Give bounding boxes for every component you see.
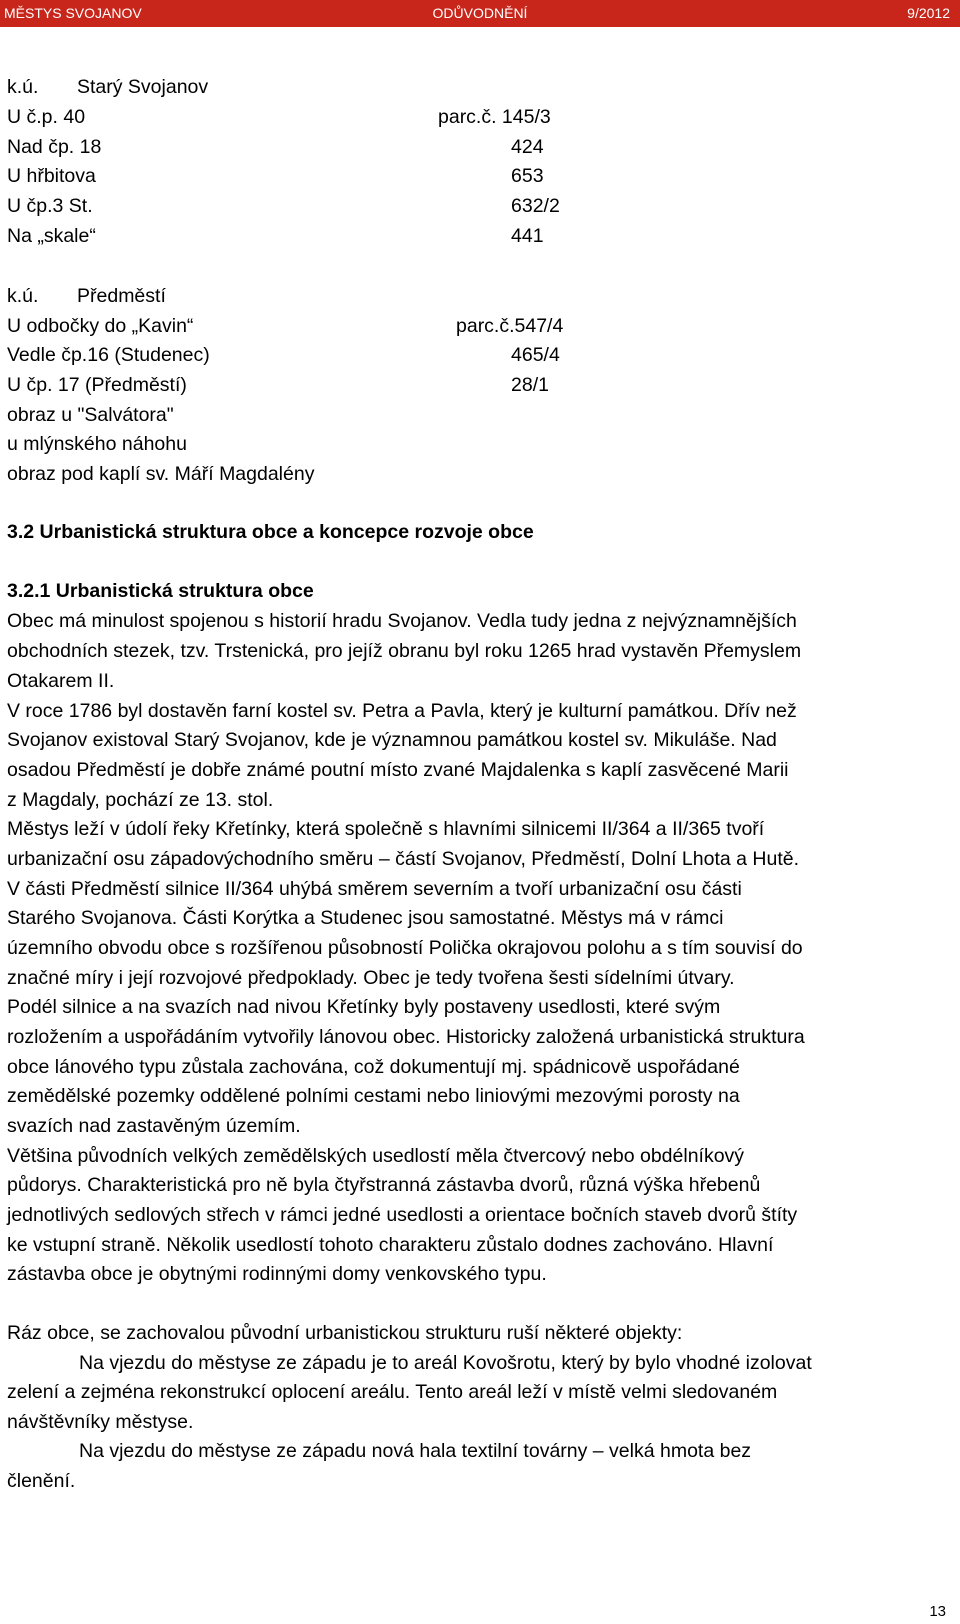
paragraph-line: Na vjezdu do městyse ze západu je to areál Kovošrotu, který by bylo vhodné izolovat — [79, 1352, 812, 1374]
paragraph-line: rozložením a uspořádáním vytvořily lánovou obec. Historicky založená urbanistická struktura — [7, 1026, 805, 1048]
paragraph-line: V roce 1786 byl dostavěn farní kostel sv. Petra a Pavla, který je kulturní památkou. Dřív než — [7, 700, 797, 722]
list-item-parcel: parc.č.547/4 — [456, 315, 564, 337]
list-item-name: U čp.3 St. — [7, 195, 93, 217]
list-item-name: Na „skale“ — [7, 225, 96, 247]
list-item-parcel: 424 — [511, 136, 544, 158]
list-item-parcel: parc.č. 145/3 — [438, 106, 551, 128]
paragraph-line: osadou Předměstí je dobře známé poutní místo zvané Majdalenka s kaplí zasvěcené Marii — [7, 759, 789, 781]
ku-name: Předměstí — [77, 285, 166, 307]
paragraph-line: půdorys. Charakteristická pro ně byla čtyřstranná zástavba dvorů, různá výška hřebenů — [7, 1174, 761, 1196]
paragraph-line: svazích nad zastavěným územím. — [7, 1115, 301, 1137]
list-item-name: U č.p. 40 — [7, 106, 86, 128]
paragraph-line: Ráz obce, se zachovalou původní urbanistickou strukturu ruší některé objekty: — [7, 1322, 683, 1344]
ku-name: Starý Svojanov — [77, 76, 209, 98]
paragraph-line: obchodních stezek, tzv. Trstenická, pro jejíž obranu byl roku 1265 hrad vystavěn Přemyslem — [7, 640, 802, 662]
list-item-parcel: 465/4 — [511, 344, 560, 366]
ku-label: k.ú. — [7, 285, 39, 307]
paragraph-line: z Magdaly, pochází ze 13. stol. — [7, 789, 274, 811]
paragraph-line: značné míry i její rozvojové předpoklady. Obec je tedy tvořena šesti sídelními útvary. — [7, 967, 735, 989]
list-item-parcel: 632/2 — [511, 195, 560, 217]
list-item-parcel: 653 — [511, 165, 544, 187]
list-item-parcel: 441 — [511, 225, 544, 247]
paragraph-line: jednotlivých sedlových střech v rámci jedné usedlosti a orientace bočních staveb dvorů štíty — [7, 1204, 798, 1226]
list-item-name: U hřbitova — [7, 165, 96, 187]
subsection-heading: 3.2.1 Urbanistická struktura obce — [7, 580, 314, 602]
paragraph-line: Obec má minulost spojenou s historií hradu Svojanov. Vedla tudy jedna z nejvýznamnějších — [7, 610, 797, 632]
paragraph-line: návštěvníky městyse. — [7, 1411, 194, 1433]
page-number: 13 — [929, 1603, 946, 1620]
paragraph-line: zástavba obce je obytnými rodinnými domy venkovského typu. — [7, 1263, 547, 1285]
header-date: 9/2012 — [907, 5, 950, 21]
paragraph-line: Podél silnice a na svazích nad nivou Křetínky byly postaveny usedlosti, které svým — [7, 996, 721, 1018]
paragraph-line: Městys leží v údolí řeky Křetínky, která společně s hlavními silnicemi II/364 a II/365 tvoří — [7, 818, 765, 840]
header-section: ODŮVODNĚNÍ — [432, 5, 528, 21]
list-item-name: Vedle čp.16 (Studenec) — [7, 344, 210, 366]
paragraph-line: V části Předměstí silnice II/364 uhýbá směrem severním a tvoří urbanizační osu části — [7, 878, 742, 900]
list-item-name: U čp. 17 (Předměstí) — [7, 374, 187, 396]
paragraph-line: obce lánového typu zůstala zachována, což dokumentují mj. spádnicově uspořádané — [7, 1056, 740, 1078]
list-item-name: U odbočky do „Kavin“ — [7, 315, 194, 337]
paragraph-line: Na vjezdu do městyse ze západu nová hala textilní továrny – velká hmota bez — [79, 1440, 752, 1462]
paragraph-line: urbanizační osu západovýchodního směru – částí Svojanov, Předměstí, Dolní Lhota a Hutě. — [7, 848, 800, 870]
header-municipality: MĚSTYS SVOJANOV — [4, 5, 142, 21]
paragraph-line: územního obvodu obce s rozšířenou působností Polička okrajovou polohu a s tím souvisí do — [7, 937, 803, 959]
ku-label: k.ú. — [7, 76, 39, 98]
section-heading: 3.2 Urbanistická struktura obce a koncepce rozvoje obce — [7, 521, 534, 543]
paragraph-line: zelení a zejména rekonstrukcí oplocení areálu. Tento areál leží v místě velmi sledovaném — [7, 1381, 778, 1403]
list-item-parcel: 28/1 — [511, 374, 549, 396]
paragraph-line: Starého Svojanova. Části Korýtka a Studenec jsou samostatné. Městys má v rámci — [7, 907, 724, 929]
list-item-name: obraz pod kaplí sv. Máří Magdalény — [7, 463, 315, 485]
list-item-name: obraz u "Salvátora" — [7, 404, 174, 426]
paragraph-line: členění. — [7, 1470, 76, 1492]
paragraph-line: ke vstupní straně. Několik usedlostí tohoto charakteru zůstalo dodnes zachováno. Hlavní — [7, 1234, 774, 1256]
paragraph-line: Většina původních velkých zemědělských usedlostí měla čtvercový nebo obdélníkový — [7, 1145, 745, 1167]
list-item-name: u mlýnského náhohu — [7, 433, 187, 455]
paragraph-line: Otakarem II. — [7, 670, 115, 692]
paragraph-line: Svojanov existoval Starý Svojanov, kde je významnou památkou kostel sv. Mikuláše. Nad — [7, 729, 777, 751]
paragraph-line: zemědělské pozemky oddělené polními cestami nebo liniovými mezovými porosty na — [7, 1085, 740, 1107]
list-item-name: Nad čp. 18 — [7, 136, 102, 158]
